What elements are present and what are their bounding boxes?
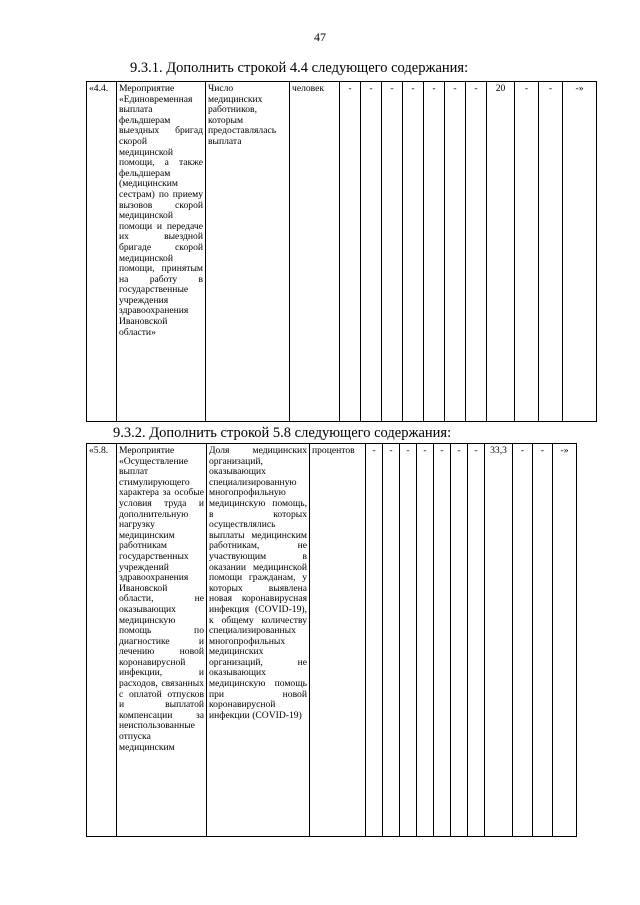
row-number: «4.4. (87, 82, 117, 422)
row-number: «5.8. (87, 444, 117, 837)
value-cell: -» (563, 82, 597, 422)
value-cell: - (539, 82, 563, 422)
value-cell: - (434, 444, 451, 837)
table-row-4-4 (86, 81, 597, 422)
value-cell: - (466, 82, 487, 422)
value-cell: -» (553, 444, 577, 837)
value-cell: - (417, 444, 434, 837)
value-cell: - (513, 444, 533, 837)
value-cell: - (366, 444, 383, 837)
indicator-name: Число медицинских работников, которым предоставлялась выплата (206, 82, 290, 422)
value-cell: - (515, 82, 539, 422)
unit-of-measure: человек (290, 82, 340, 422)
table-row-5-8 (86, 443, 577, 837)
unit-of-measure: процентов (310, 444, 366, 837)
page-number: 47 (314, 30, 326, 44)
section-heading-9-3-1: 9.3.1. Дополнить строкой 4.4 следующего содержания: (130, 60, 469, 76)
value-cell: - (403, 82, 424, 422)
event-description: Мероприятие «Осуществление выплат стимулирующего характера за особые условия труда и дополнительную нагрузку медицинским работникам государственных учреждений здравоохранения Ивановской области, не оказывающих медицинскую помощь по диагностике и лечению новой коронавирусной инфекции, и расходов, связанных с оплатой отпусков и выплатой компенсации за неиспользованные отпуска медицинским (117, 444, 207, 837)
section-heading-9-3-2: 9.3.2. Дополнить строкой 5.8 следующего содержания: (113, 425, 452, 441)
value-cell: - (400, 444, 417, 837)
value-cell: - (445, 82, 466, 422)
value-cell: - (340, 82, 361, 422)
value-cell: - (361, 82, 382, 422)
indicator-name: Доля медицинских организаций, оказывающих специализированную многопрофильную медицинскую помощь, в которых осуществлялись выплаты медицинским работникам, не участвующим в оказании медицинской помощи гражданам, у которых выявлена новая коронавирусная инфекция (COVID-19), к общему количеству специализированных многопрофильных медицинских организаций, не оказывающих медицинскую помощь при новой коронавирусной инфекции (COVID-19) (207, 444, 310, 837)
value-cell: 20 (487, 82, 515, 422)
event-description: Мероприятие «Единовременная выплата фельдшерам выездных бригад скорой медицинской помощи, а также фельдшерам (медицинским сестрам) по приему вызовов скорой медицинской помощи и передаче их выездной бригаде скорой медицинской помощи, принятым на работу в государственные учреждения здравоохранения Ивановской области» (117, 82, 206, 422)
value-cell: - (468, 444, 485, 837)
value-cell: - (383, 444, 400, 837)
value-cell: - (424, 82, 445, 422)
value-cell: - (451, 444, 468, 837)
value-cell: - (382, 82, 403, 422)
value-cell: - (533, 444, 553, 837)
value-cell: 33,3 (485, 444, 513, 837)
